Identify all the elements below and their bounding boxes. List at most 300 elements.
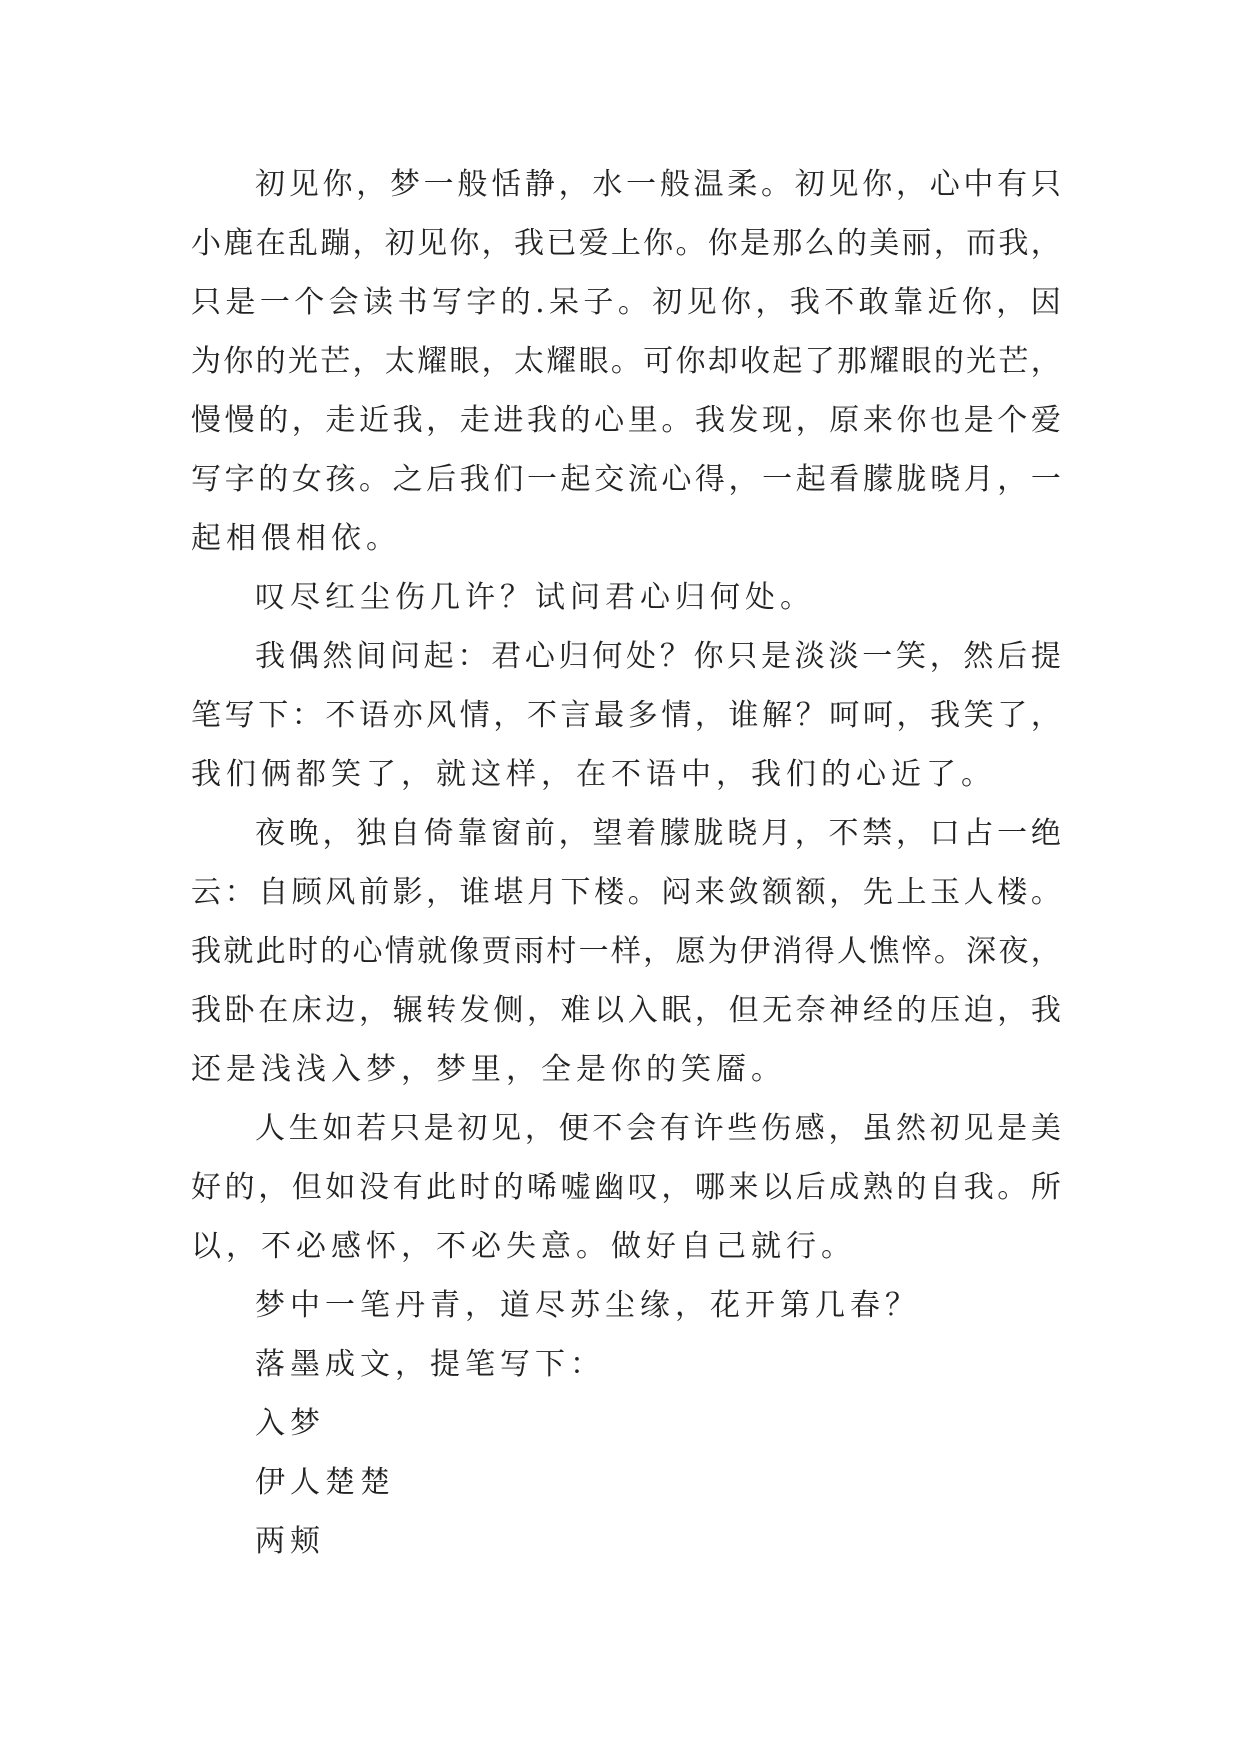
text-char: 太 bbox=[513, 344, 544, 379]
text-char: 起 bbox=[795, 462, 826, 497]
text-char: ， bbox=[481, 344, 512, 379]
text-char: ， bbox=[322, 816, 353, 851]
text-char: 夜 bbox=[998, 934, 1029, 969]
text-char: 谁 bbox=[728, 698, 759, 733]
text-char: 叹 bbox=[627, 1170, 658, 1205]
text-char: 的 bbox=[560, 403, 591, 438]
text-char: 的 bbox=[320, 934, 351, 969]
text-char: 云 bbox=[191, 875, 221, 910]
text-char: ， bbox=[352, 226, 383, 261]
text-char: ： bbox=[457, 639, 488, 674]
text-char: 你 bbox=[675, 344, 706, 379]
text-char: 以 bbox=[762, 1170, 793, 1205]
text-line bbox=[191, 273, 1061, 332]
text-char: 乱 bbox=[287, 226, 318, 261]
text-char: 见 bbox=[288, 167, 319, 202]
text-char: 我 bbox=[459, 462, 490, 497]
text-char: ， bbox=[481, 226, 512, 261]
text-line bbox=[191, 391, 1061, 450]
text-char: ， bbox=[895, 816, 926, 851]
text-char: 呆 bbox=[549, 285, 580, 320]
text-line: 还是浅浅入梦，梦里，全是你的笑靥。 bbox=[191, 1052, 786, 1087]
text-line bbox=[191, 1158, 1061, 1217]
text-char: 初 bbox=[457, 1111, 488, 1146]
text-char: ， bbox=[558, 167, 589, 202]
text-char: 么 bbox=[804, 226, 835, 261]
text-char: 淡 bbox=[794, 639, 825, 674]
text-char: 进 bbox=[493, 403, 524, 438]
text-char: 人 bbox=[963, 875, 994, 910]
text-char: ， bbox=[933, 226, 964, 261]
text-char: 上 bbox=[896, 875, 927, 910]
text-char: 流 bbox=[627, 462, 658, 497]
text-char: 悴 bbox=[901, 934, 932, 969]
text-char: 起 bbox=[772, 344, 803, 379]
text-char: ， bbox=[291, 403, 322, 438]
text-char: 的 bbox=[493, 1170, 524, 1205]
text-char: 见 bbox=[491, 1111, 522, 1146]
text-char: ， bbox=[829, 875, 860, 910]
text-char: 然 bbox=[895, 1111, 926, 1146]
text-char: 生 bbox=[288, 1111, 319, 1146]
text-char: 时 bbox=[459, 1170, 490, 1205]
text-char: ， bbox=[1030, 226, 1061, 261]
text-line: 我们俩都笑了，就这样，在不语中，我们的心近了。 bbox=[191, 757, 996, 792]
text-char: 发 bbox=[459, 993, 490, 1028]
text-char: 有 bbox=[659, 1111, 690, 1146]
text-line bbox=[191, 804, 1061, 863]
text-char: 。 bbox=[933, 934, 964, 969]
text-char: 不 bbox=[325, 698, 356, 733]
text-char: 我 bbox=[930, 698, 961, 733]
text-char: 一 bbox=[997, 816, 1028, 851]
text-char: 顾 bbox=[291, 875, 322, 910]
text-char: 光 bbox=[966, 344, 997, 379]
text-char: 起 bbox=[423, 639, 454, 674]
text-char: 月 bbox=[526, 875, 557, 910]
text-char: 人 bbox=[255, 1111, 285, 1146]
text-char: ， bbox=[643, 934, 674, 969]
text-char: 见 bbox=[828, 167, 859, 202]
text-char: 时 bbox=[287, 934, 318, 969]
text-char: 之 bbox=[392, 462, 423, 497]
text-char: 的 bbox=[933, 344, 964, 379]
text-char: 朦 bbox=[862, 462, 893, 497]
text-line: 落墨成文，提笔写下： bbox=[255, 1347, 605, 1382]
text-char: 我 bbox=[998, 226, 1029, 261]
text-char: 的 bbox=[896, 993, 927, 1028]
text-char: 是 bbox=[761, 639, 792, 674]
text-char: 心 bbox=[594, 403, 625, 438]
text-char: 水 bbox=[592, 167, 623, 202]
text-char: 就 bbox=[417, 934, 448, 969]
text-char: 只 bbox=[191, 285, 221, 320]
text-char: 看 bbox=[829, 462, 860, 497]
text-char: 太 bbox=[384, 344, 415, 379]
text-char: 晚 bbox=[288, 816, 319, 851]
text-char: 自 bbox=[258, 875, 289, 910]
text-char: 收 bbox=[740, 344, 771, 379]
text-char: 压 bbox=[930, 993, 961, 1028]
text-char: 女 bbox=[291, 462, 322, 497]
text-char: 那 bbox=[836, 344, 867, 379]
text-char: 楼 bbox=[997, 875, 1028, 910]
text-char: 光 bbox=[287, 344, 318, 379]
text-char: 来 bbox=[862, 403, 893, 438]
text-char: ， bbox=[728, 462, 759, 497]
text-char: 眠 bbox=[661, 993, 692, 1028]
text-char: 眼 bbox=[449, 344, 480, 379]
text-char: 何 bbox=[592, 639, 623, 674]
text-char: 写 bbox=[224, 698, 255, 733]
text-char: 有 bbox=[997, 167, 1028, 202]
text-char: 眼 bbox=[578, 344, 609, 379]
text-char: 靠 bbox=[457, 816, 488, 851]
text-char: ， bbox=[661, 1170, 692, 1205]
text-char: 芒 bbox=[998, 344, 1029, 379]
text-char: 玉 bbox=[930, 875, 961, 910]
text-char: 你 bbox=[961, 285, 992, 320]
text-char: 你 bbox=[862, 167, 893, 202]
text-char: 初 bbox=[794, 167, 825, 202]
text-char: 提 bbox=[1030, 639, 1061, 674]
text-char: 不 bbox=[592, 1111, 623, 1146]
text-char: 只 bbox=[727, 639, 758, 674]
text-char: 。 bbox=[1030, 875, 1061, 910]
text-char: 书 bbox=[397, 285, 428, 320]
text-char: 样 bbox=[610, 934, 641, 969]
text-char: 慢 bbox=[224, 403, 255, 438]
text-char: 感 bbox=[794, 1111, 825, 1146]
text-char: 会 bbox=[626, 1111, 657, 1146]
text-char: 归 bbox=[558, 639, 589, 674]
text-char: 情 bbox=[459, 698, 490, 733]
text-char: 像 bbox=[449, 934, 480, 969]
text-char: 心 bbox=[352, 934, 383, 969]
text-char: 近 bbox=[358, 403, 389, 438]
text-char: 。 bbox=[761, 167, 792, 202]
text-char: 谁 bbox=[459, 875, 490, 910]
text-char: 近 bbox=[927, 285, 958, 320]
text-char: 风 bbox=[426, 698, 457, 733]
text-char: 发 bbox=[728, 403, 759, 438]
text-char: 也 bbox=[930, 403, 961, 438]
text-char: 自 bbox=[389, 816, 420, 851]
text-char: 我 bbox=[191, 934, 221, 969]
text-char: 见 bbox=[417, 226, 448, 261]
text-char: 里 bbox=[627, 403, 658, 438]
text-char: ， bbox=[997, 993, 1028, 1028]
text-char: 情 bbox=[661, 698, 692, 733]
text-char: ， bbox=[795, 403, 826, 438]
text-char: 语 bbox=[358, 698, 389, 733]
text-char: 月 bbox=[761, 816, 792, 851]
text-char: 我 bbox=[1030, 993, 1061, 1028]
text-line: 入梦 bbox=[255, 1406, 325, 1441]
text-char: 成 bbox=[829, 1170, 860, 1205]
text-char: 此 bbox=[426, 1170, 457, 1205]
text-char: ， bbox=[524, 1111, 555, 1146]
text-char: ， bbox=[694, 698, 725, 733]
text-char: 些 bbox=[727, 1111, 758, 1146]
text-char: 你 bbox=[449, 226, 480, 261]
text-char: 但 bbox=[291, 1170, 322, 1205]
text-char: 的 bbox=[255, 344, 286, 379]
text-char: 美 bbox=[1030, 1111, 1061, 1146]
text-char: 起 bbox=[560, 462, 591, 497]
text-char: 闷 bbox=[661, 875, 692, 910]
text-char: 。 bbox=[358, 462, 389, 497]
text-char: 静 bbox=[524, 167, 555, 202]
text-char: 一 bbox=[578, 934, 609, 969]
text-char: 禁 bbox=[862, 816, 893, 851]
text-char: 你 bbox=[223, 344, 254, 379]
text-char: 了 bbox=[997, 698, 1028, 733]
text-char: 呵 bbox=[862, 698, 893, 733]
text-char: ， bbox=[997, 462, 1028, 497]
text-char: 现 bbox=[762, 403, 793, 438]
text-char: 丽 bbox=[901, 226, 932, 261]
text-char: 一 bbox=[526, 462, 557, 497]
text-char: 见 bbox=[963, 1111, 994, 1146]
text-char: 侧 bbox=[493, 993, 524, 1028]
text-char: 笑 bbox=[963, 698, 994, 733]
text-char: 晓 bbox=[930, 462, 961, 497]
text-char: 望 bbox=[592, 816, 623, 851]
text-char: 先 bbox=[862, 875, 893, 910]
text-char: 了 bbox=[804, 344, 835, 379]
text-char: 消 bbox=[772, 934, 803, 969]
text-char: 深 bbox=[966, 934, 997, 969]
text-char: 。 bbox=[997, 1170, 1028, 1205]
text-char: 入 bbox=[627, 993, 658, 1028]
text-char: ， bbox=[426, 875, 457, 910]
text-char: 蹦 bbox=[320, 226, 351, 261]
text-char: 我 bbox=[963, 1170, 994, 1205]
text-char: 一 bbox=[1030, 462, 1061, 497]
text-char: 是 bbox=[963, 403, 994, 438]
text-char: 不 bbox=[526, 698, 557, 733]
text-char: 为 bbox=[191, 344, 221, 379]
text-char: 人 bbox=[836, 934, 867, 969]
text-char: 心 bbox=[661, 462, 692, 497]
text-char: 。 bbox=[617, 285, 648, 320]
text-char: 见 bbox=[686, 285, 717, 320]
text-char: 无 bbox=[762, 993, 793, 1028]
text-char: 来 bbox=[728, 1170, 759, 1205]
text-char: ？ bbox=[795, 698, 826, 733]
text-char: ， bbox=[929, 639, 960, 674]
text-char: ？ bbox=[659, 639, 690, 674]
text-char: 神 bbox=[829, 993, 860, 1028]
text-char: 伤 bbox=[761, 1111, 792, 1146]
text-char: 情 bbox=[384, 934, 415, 969]
text-char: 敢 bbox=[858, 285, 889, 320]
text-char: 在 bbox=[258, 993, 289, 1028]
text-char: 笔 bbox=[191, 698, 221, 733]
text-char: . bbox=[535, 285, 545, 320]
text-line bbox=[191, 450, 1061, 509]
text-char: 小 bbox=[191, 226, 221, 261]
text-char: 如 bbox=[325, 1170, 356, 1205]
text-char: 我 bbox=[191, 993, 221, 1028]
text-char: ， bbox=[558, 816, 589, 851]
text-char: 们 bbox=[493, 462, 524, 497]
text-char: 额 bbox=[762, 875, 793, 910]
text-char: 般 bbox=[457, 167, 488, 202]
document-body bbox=[191, 155, 1061, 1571]
text-char: 雨 bbox=[513, 934, 544, 969]
text-char: 中 bbox=[963, 167, 994, 202]
text-char: 呵 bbox=[829, 698, 860, 733]
text-char: ： bbox=[224, 875, 255, 910]
text-char: 耀 bbox=[417, 344, 448, 379]
text-char: 我 bbox=[255, 639, 285, 674]
text-char: 你 bbox=[707, 226, 738, 261]
text-char: 的 bbox=[258, 462, 289, 497]
text-char: 来 bbox=[694, 875, 725, 910]
text-char: 后 bbox=[997, 639, 1028, 674]
text-char: 已 bbox=[546, 226, 577, 261]
text-char: 我 bbox=[526, 403, 557, 438]
text-char: ， bbox=[358, 993, 389, 1028]
text-char: 边 bbox=[325, 993, 356, 1028]
text-char: ， bbox=[526, 993, 557, 1028]
text-char: 可 bbox=[643, 344, 674, 379]
text-line: 梦中一笔丹青，道尽苏尘缘，花开第几春？ bbox=[255, 1288, 920, 1323]
text-char: 因 bbox=[1030, 285, 1061, 320]
text-char: 唏 bbox=[526, 1170, 557, 1205]
text-char: 你 bbox=[693, 639, 724, 674]
text-char: 而 bbox=[966, 226, 997, 261]
text-char: 的 bbox=[836, 226, 867, 261]
text-char: 问 bbox=[389, 639, 420, 674]
text-char: ， bbox=[1030, 344, 1061, 379]
text-char: 口 bbox=[929, 816, 960, 851]
text-char: 孩 bbox=[325, 462, 356, 497]
text-char: ， bbox=[755, 285, 786, 320]
text-char: 熟 bbox=[862, 1170, 893, 1205]
text-char: 一 bbox=[762, 462, 793, 497]
text-char: 间 bbox=[356, 639, 387, 674]
text-char: 靠 bbox=[893, 285, 924, 320]
text-char: 哪 bbox=[694, 1170, 725, 1205]
text-char: 晓 bbox=[727, 816, 758, 851]
text-char: 耀 bbox=[869, 344, 900, 379]
text-char: 一 bbox=[862, 639, 893, 674]
text-char: 你 bbox=[896, 403, 927, 438]
text-line: 起相偎相依。 bbox=[191, 521, 401, 556]
text-char: 你 bbox=[322, 167, 353, 202]
text-char: 独 bbox=[356, 816, 387, 851]
text-char: 只 bbox=[389, 1111, 420, 1146]
text-char: 温 bbox=[693, 167, 724, 202]
text-char: 虽 bbox=[862, 1111, 893, 1146]
text-char: 最 bbox=[594, 698, 625, 733]
text-char: 床 bbox=[291, 993, 322, 1028]
text-char: 胧 bbox=[693, 816, 724, 851]
text-char: 窗 bbox=[491, 816, 522, 851]
text-char: ， bbox=[694, 993, 725, 1028]
text-char: 那 bbox=[772, 226, 803, 261]
text-char: 如 bbox=[322, 1111, 353, 1146]
text-char: 此 bbox=[255, 934, 286, 969]
text-char: 只 bbox=[1030, 167, 1061, 202]
text-char: 爱 bbox=[578, 226, 609, 261]
text-char: 辗 bbox=[392, 993, 423, 1028]
text-char: ， bbox=[996, 285, 1027, 320]
text-char: 字 bbox=[224, 462, 255, 497]
text-char: 得 bbox=[804, 934, 835, 969]
text-line bbox=[191, 922, 1061, 981]
text-char: 前 bbox=[358, 875, 389, 910]
text-char: 嘘 bbox=[560, 1170, 591, 1205]
text-char: 朦 bbox=[659, 816, 690, 851]
text-char: 原 bbox=[829, 403, 860, 438]
text-char: 心 bbox=[524, 639, 555, 674]
text-char: 。 bbox=[627, 875, 658, 910]
text-char: 以 bbox=[594, 993, 625, 1028]
text-char: 影 bbox=[392, 875, 423, 910]
text-char: 君 bbox=[491, 639, 522, 674]
text-char: 不 bbox=[824, 285, 855, 320]
text-char: 自 bbox=[930, 1170, 961, 1205]
text-char: 子 bbox=[583, 285, 614, 320]
text-char: 愿 bbox=[675, 934, 706, 969]
text-char: 耀 bbox=[546, 344, 577, 379]
text-char: 然 bbox=[963, 639, 994, 674]
text-char: 胧 bbox=[896, 462, 927, 497]
text-char: 会 bbox=[328, 285, 359, 320]
text-char: 好 bbox=[191, 1170, 221, 1205]
text-char: 写 bbox=[191, 462, 221, 497]
text-line bbox=[191, 332, 1061, 391]
text-char: 堪 bbox=[493, 875, 524, 910]
text-char: 亦 bbox=[392, 698, 423, 733]
text-line bbox=[191, 627, 1061, 686]
text-char: 笑 bbox=[895, 639, 926, 674]
text-char: 我 bbox=[789, 285, 820, 320]
text-char: 奈 bbox=[795, 993, 826, 1028]
text-char: 在 bbox=[255, 226, 286, 261]
text-char: 后 bbox=[795, 1170, 826, 1205]
text-char: 村 bbox=[546, 934, 577, 969]
text-char: 梦 bbox=[389, 167, 420, 202]
text-char: 。 bbox=[610, 344, 641, 379]
text-char: 幽 bbox=[594, 1170, 625, 1205]
text-char: 初 bbox=[652, 285, 683, 320]
text-char: 许 bbox=[693, 1111, 724, 1146]
text-char: 是 bbox=[225, 285, 256, 320]
text-char: 敛 bbox=[728, 875, 759, 910]
text-char: 初 bbox=[255, 167, 285, 202]
text-char: 一 bbox=[259, 285, 290, 320]
text-char: 鹿 bbox=[223, 226, 254, 261]
text-char: 便 bbox=[558, 1111, 589, 1146]
text-line: 两颊 bbox=[255, 1524, 325, 1559]
text-char: ， bbox=[896, 698, 927, 733]
text-char: 走 bbox=[459, 403, 490, 438]
text-char: ， bbox=[493, 698, 524, 733]
text-char: ， bbox=[895, 167, 926, 202]
text-char: 迫 bbox=[963, 993, 994, 1028]
text-char: 贾 bbox=[481, 934, 512, 969]
text-line bbox=[191, 214, 1061, 273]
text-char: ， bbox=[794, 816, 825, 851]
text-char: 交 bbox=[594, 462, 625, 497]
text-char: 前 bbox=[524, 816, 555, 851]
text-char: 。 bbox=[675, 226, 706, 261]
